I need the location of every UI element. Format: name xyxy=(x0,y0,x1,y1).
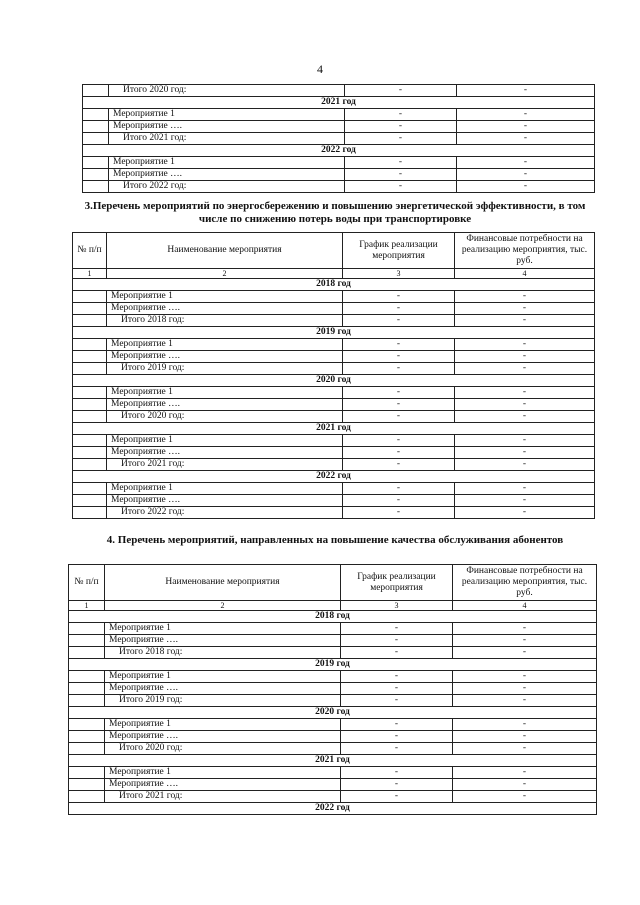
column-number: 1 xyxy=(69,601,105,611)
activity-row xyxy=(73,495,595,507)
activity-name: Мероприятие 1 xyxy=(109,109,345,121)
schedule-value: - xyxy=(341,623,453,635)
year-header-row xyxy=(69,611,597,623)
row-number-cell xyxy=(69,695,105,707)
finance-value: - xyxy=(457,169,595,181)
finance-value: - xyxy=(457,109,595,121)
activity-name: Мероприятие 1 xyxy=(107,339,343,351)
finance-value: - xyxy=(455,351,595,363)
row-number-cell xyxy=(73,303,107,315)
finance-value: - xyxy=(453,719,597,731)
row-number-cell xyxy=(73,447,107,459)
year-label: 2020 год xyxy=(69,707,597,719)
activity-row xyxy=(69,779,597,791)
year-header-row xyxy=(73,423,595,435)
row-number-cell xyxy=(69,719,105,731)
finance-value: - xyxy=(455,411,595,423)
activity-row xyxy=(83,109,595,121)
activity-name: Мероприятие …. xyxy=(109,121,345,133)
total-row xyxy=(83,133,595,145)
section3-table-body xyxy=(73,279,595,519)
finance-value: - xyxy=(453,683,597,695)
year-label: 2021 год xyxy=(69,755,597,767)
schedule-value: - xyxy=(345,121,457,133)
year-header-row xyxy=(73,327,595,339)
activity-row xyxy=(73,447,595,459)
activity-row xyxy=(73,351,595,363)
year-label: 2018 год xyxy=(69,611,597,623)
activity-name: Мероприятие …. xyxy=(107,303,343,315)
schedule-value: - xyxy=(343,435,455,447)
finance-value: - xyxy=(453,635,597,647)
finance-value: - xyxy=(455,399,595,411)
year-header-row xyxy=(69,755,597,767)
column-number: 3 xyxy=(343,269,455,279)
total-label: Итого 2019 год: xyxy=(107,363,343,375)
header-name: Наименование мероприятия xyxy=(107,233,343,269)
activity-name: Мероприятие 1 xyxy=(107,387,343,399)
row-number-cell xyxy=(69,743,105,755)
schedule-value: - xyxy=(341,743,453,755)
finance-value: - xyxy=(453,731,597,743)
row-number-cell xyxy=(73,483,107,495)
activity-name: Мероприятие 1 xyxy=(107,291,343,303)
finance-value: - xyxy=(453,647,597,659)
activity-name: Мероприятие 1 xyxy=(107,483,343,495)
activity-row xyxy=(69,635,597,647)
schedule-value: - xyxy=(343,315,455,327)
year-header-row xyxy=(83,97,595,109)
total-label: Итого 2020 год: xyxy=(105,743,341,755)
activity-name: Мероприятие …. xyxy=(105,779,341,791)
activity-row xyxy=(73,435,595,447)
section3-column-numbers xyxy=(73,269,595,279)
schedule-value: - xyxy=(341,719,453,731)
total-row xyxy=(69,647,597,659)
schedule-value: - xyxy=(343,387,455,399)
activity-name: Мероприятие …. xyxy=(107,351,343,363)
total-label: Итого 2021 год: xyxy=(109,133,345,145)
activity-row xyxy=(69,623,597,635)
activity-name: Мероприятие …. xyxy=(109,169,345,181)
row-number-cell xyxy=(83,157,109,169)
schedule-value: - xyxy=(345,169,457,181)
activity-name: Мероприятие 1 xyxy=(105,767,341,779)
total-label: Итого 2018 год: xyxy=(105,647,341,659)
section3-title: 3.Перечень мероприятий по энергосбережению и повышению энергетической эффективности, в том числе по снижению потерь воды при транспортировке xyxy=(84,200,586,225)
total-label: Итого 2021 год: xyxy=(107,459,343,471)
schedule-value: - xyxy=(345,181,457,193)
schedule-value: - xyxy=(343,363,455,375)
activity-name: Мероприятие …. xyxy=(107,495,343,507)
year-label: 2020 год xyxy=(73,375,595,387)
header-schedule: График реализации мероприятия xyxy=(343,233,455,269)
total-label: Итого 2021 год: xyxy=(105,791,341,803)
total-row xyxy=(83,181,595,193)
activity-row xyxy=(69,731,597,743)
row-number-cell xyxy=(73,411,107,423)
row-number-cell xyxy=(83,109,109,121)
section3-table xyxy=(72,232,595,519)
activity-row xyxy=(73,303,595,315)
schedule-value: - xyxy=(343,303,455,315)
year-header-row xyxy=(83,145,595,157)
schedule-value: - xyxy=(341,779,453,791)
row-number-cell xyxy=(69,647,105,659)
row-number-cell xyxy=(69,635,105,647)
activity-name: Мероприятие …. xyxy=(107,399,343,411)
finance-value: - xyxy=(455,363,595,375)
finance-value: - xyxy=(457,85,595,97)
schedule-value: - xyxy=(345,133,457,145)
activity-name: Мероприятие …. xyxy=(105,635,341,647)
activity-name: Мероприятие 1 xyxy=(107,435,343,447)
column-number: 2 xyxy=(107,269,343,279)
year-header-row xyxy=(73,279,595,291)
schedule-value: - xyxy=(343,351,455,363)
activity-name: Мероприятие 1 xyxy=(105,623,341,635)
year-header-row xyxy=(73,471,595,483)
finance-value: - xyxy=(455,459,595,471)
total-label: Итого 2019 год: xyxy=(105,695,341,707)
year-label: 2022 год xyxy=(83,145,595,157)
section4-table-body xyxy=(69,611,597,815)
activity-row xyxy=(73,291,595,303)
top-table-body xyxy=(83,85,595,193)
total-label: Итого 2018 год: xyxy=(107,315,343,327)
schedule-value: - xyxy=(341,683,453,695)
schedule-value: - xyxy=(341,647,453,659)
schedule-value: - xyxy=(345,109,457,121)
schedule-value: - xyxy=(341,671,453,683)
column-number: 4 xyxy=(455,269,595,279)
schedule-value: - xyxy=(343,411,455,423)
finance-value: - xyxy=(455,447,595,459)
activity-row xyxy=(83,157,595,169)
header-number: № п/п xyxy=(73,233,107,269)
year-header-row xyxy=(73,375,595,387)
total-row xyxy=(73,459,595,471)
total-row xyxy=(73,507,595,519)
activity-row xyxy=(73,399,595,411)
year-label: 2019 год xyxy=(69,659,597,671)
section4-header-row xyxy=(69,565,597,601)
section3-header-row xyxy=(73,233,595,269)
activity-row xyxy=(83,121,595,133)
schedule-value: - xyxy=(345,157,457,169)
activity-row xyxy=(73,483,595,495)
total-row xyxy=(73,363,595,375)
schedule-value: - xyxy=(341,635,453,647)
schedule-value: - xyxy=(341,767,453,779)
total-row xyxy=(83,85,595,97)
row-number-cell xyxy=(69,779,105,791)
header-finance: Финансовые потребности на реализацию мероприятия, тыс. руб. xyxy=(455,233,595,269)
activity-name: Мероприятие …. xyxy=(107,447,343,459)
finance-value: - xyxy=(453,671,597,683)
activity-name: Мероприятие …. xyxy=(105,731,341,743)
section4-column-numbers xyxy=(69,601,597,611)
header-finance: Финансовые потребности на реализацию мероприятия, тыс. руб. xyxy=(453,565,597,601)
top-continuation-table xyxy=(82,84,595,193)
schedule-value: - xyxy=(343,507,455,519)
year-label: 2022 год xyxy=(69,803,597,815)
schedule-value: - xyxy=(341,695,453,707)
finance-value: - xyxy=(455,303,595,315)
header-schedule: График реализации мероприятия xyxy=(341,565,453,601)
schedule-value: - xyxy=(343,291,455,303)
finance-value: - xyxy=(453,623,597,635)
finance-value: - xyxy=(453,791,597,803)
total-label: Итого 2022 год: xyxy=(109,181,345,193)
row-number-cell xyxy=(83,133,109,145)
schedule-value: - xyxy=(343,339,455,351)
header-number: № п/п xyxy=(69,565,105,601)
finance-value: - xyxy=(457,157,595,169)
column-number: 3 xyxy=(341,601,453,611)
row-number-cell xyxy=(73,315,107,327)
row-number-cell xyxy=(69,767,105,779)
activity-row xyxy=(83,169,595,181)
total-label: Итого 2020 год: xyxy=(107,411,343,423)
activity-row xyxy=(69,683,597,695)
total-row xyxy=(69,695,597,707)
finance-value: - xyxy=(455,483,595,495)
total-row xyxy=(69,791,597,803)
finance-value: - xyxy=(455,507,595,519)
finance-value: - xyxy=(457,133,595,145)
row-number-cell xyxy=(73,363,107,375)
year-header-row xyxy=(69,659,597,671)
year-label: 2021 год xyxy=(83,97,595,109)
activity-row xyxy=(69,671,597,683)
row-number-cell xyxy=(73,339,107,351)
row-number-cell xyxy=(73,399,107,411)
finance-value: - xyxy=(455,387,595,399)
row-number-cell xyxy=(83,85,109,97)
year-header-row xyxy=(69,707,597,719)
row-number-cell xyxy=(73,387,107,399)
finance-value: - xyxy=(457,121,595,133)
year-label: 2021 год xyxy=(73,423,595,435)
section4-table xyxy=(68,564,597,815)
header-name: Наименование мероприятия xyxy=(105,565,341,601)
activity-row xyxy=(73,339,595,351)
finance-value: - xyxy=(455,435,595,447)
row-number-cell xyxy=(83,181,109,193)
schedule-value: - xyxy=(343,459,455,471)
finance-value: - xyxy=(453,695,597,707)
schedule-value: - xyxy=(343,495,455,507)
column-number: 4 xyxy=(453,601,597,611)
activity-name: Мероприятие 1 xyxy=(109,157,345,169)
row-number-cell xyxy=(73,435,107,447)
finance-value: - xyxy=(453,743,597,755)
row-number-cell xyxy=(69,623,105,635)
finance-value: - xyxy=(455,339,595,351)
row-number-cell xyxy=(73,351,107,363)
row-number-cell xyxy=(73,495,107,507)
column-number: 1 xyxy=(73,269,107,279)
finance-value: - xyxy=(453,767,597,779)
finance-value: - xyxy=(455,495,595,507)
schedule-value: - xyxy=(343,399,455,411)
finance-value: - xyxy=(457,181,595,193)
row-number-cell xyxy=(69,671,105,683)
year-label: 2018 год xyxy=(73,279,595,291)
total-row xyxy=(73,411,595,423)
year-label: 2022 год xyxy=(73,471,595,483)
finance-value: - xyxy=(455,291,595,303)
activity-name: Мероприятие 1 xyxy=(105,719,341,731)
total-row xyxy=(73,315,595,327)
row-number-cell xyxy=(69,683,105,695)
schedule-value: - xyxy=(341,791,453,803)
finance-value: - xyxy=(453,779,597,791)
row-number-cell xyxy=(73,291,107,303)
total-label: Итого 2020 год: xyxy=(109,85,345,97)
total-row xyxy=(69,743,597,755)
row-number-cell xyxy=(73,459,107,471)
finance-value: - xyxy=(455,315,595,327)
total-label: Итого 2022 год: xyxy=(107,507,343,519)
row-number-cell xyxy=(73,507,107,519)
section4-title: 4. Перечень мероприятий, направленных на повышение качества обслуживания абонентов xyxy=(106,534,564,546)
row-number-cell xyxy=(83,121,109,133)
schedule-value: - xyxy=(341,731,453,743)
schedule-value: - xyxy=(345,85,457,97)
column-number: 2 xyxy=(105,601,341,611)
page-number: 4 xyxy=(317,62,323,76)
row-number-cell xyxy=(69,731,105,743)
schedule-value: - xyxy=(343,483,455,495)
activity-name: Мероприятие …. xyxy=(105,683,341,695)
year-header-row xyxy=(69,803,597,815)
activity-row xyxy=(69,767,597,779)
schedule-value: - xyxy=(343,447,455,459)
row-number-cell xyxy=(69,791,105,803)
activity-row xyxy=(73,387,595,399)
activity-name: Мероприятие 1 xyxy=(105,671,341,683)
year-label: 2019 год xyxy=(73,327,595,339)
row-number-cell xyxy=(83,169,109,181)
activity-row xyxy=(69,719,597,731)
